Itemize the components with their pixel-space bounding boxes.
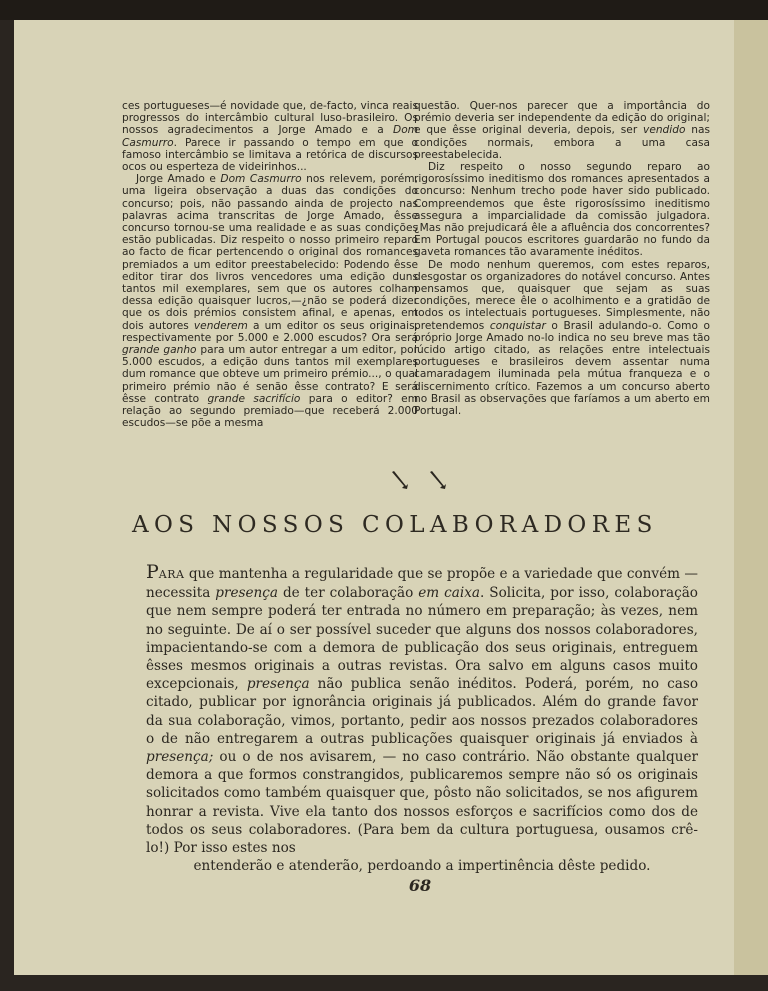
ornament-right [418,468,458,492]
notice-last-line: entenderão e atenderão, perdoando a impertinência dêste pedido. [193,858,651,875]
right-column [414,100,710,417]
left-paragraph-2: Jorge Amado e Dom Casmurro nos relevem, porém, uma ligeira observação a duas das condições do concurso; pois, não passando ainda de projecto nas palavras acima transcritas de Jorge Amado, êsse concurso tornou-se uma realidade e as suas condições estão publicadas. Diz respeito o nosso primeiro reparo ao facto de ficar pertencendo o original dos romances premiados a um editor preestabelecido: Podendo êsse editor tirar dos livros vencedores uma edição duns tantos mil exemplares, sem que os autores colham dessa edição quaisquer lucros,—¿não se poderá dizer que os dois prémios consistem afinal, e apenas, em dois autores venderem a um editor os seus originais, respectivamente por 5.000 e 2.000 escudos? Ora será grande ganho para um autor entregar a um editor, por 5.000 escudos, a edição duns tantos mil exemplares dum romance que obteve um primeiro prémio..., o qual primeiro prémio não é senão êsse contrato? E será êsse contrato grande sacrifício para o editor? em relação ao segundo premiado—que receberá 2.000 escudos—se põe a mesma [122,173,419,430]
ornament-left [380,468,420,492]
left-paragraph-1: ces portugueses—é novidade que, de-facto, vinca reais progressos do intercâmbio cultural luso-brasileiro. Os nossos agradecimentos a Jorge Amado e a Dom Casmurro. Parece ir passando o tempo em que o famoso intercâmbio se limitava a retórica de discursos ocos ou esperteza de videirinhos... [122,100,418,174]
right-paragraph-1: questão. Quer-nos parecer que a importância do prémio deveria ser independente da edição do original; e que êsse original deveria, depois, ser vendido nas condições normais, embora a uma casa preestabelecida. [414,100,711,161]
right-paragraph-3: De modo nenhum queremos, com estes reparos, desgostar os organizadores do notável concurso. Antes pensamos que, quaisquer que sejam as suas condições, merece êle o acolhimento e a gratidão de todos os intelectuais portugueses. Simplesmente, não pretendemos conquistar o Brasil adulando-o. Como o próprio Jorge Amado no-lo indica no seu breve mas tão lúcido artigo citado, as relações entre intelectuais portugueses e brasileiros devem assentar numa camaradagem iluminada pela mútua franqueza e o discernimento crítico. Fazemos a um concurso aberto no Brasil as observações que faríamos a um aberto em Portugal. [414,258,710,418]
scan-top-edge [0,0,768,20]
left-column [122,100,418,429]
right-paragraph-2: Diz respeito o nosso segundo reparo ao rigorosíssimo ineditismo dos romances apresentados a concurso: Nenhum trecho pode haver sido publicado. Compreendemos que êste rigorosíssimo ineditismo assegura a imparcialidade da comissão julgadora. ¿Mas não prejudicará êle a afluência dos concorrentes? Em Portugal poucos escritores guardarão no fundo da gaveta romances tão avaramente inéditos. [414,161,710,259]
section-heading: AOS NOSSOS COLABORADORES [132,512,658,538]
facing-page-edge [734,20,768,975]
page-number: 68 [408,876,432,895]
notice-paragraph: PARA que mantenha a regularidade que se propõe e a variedade que convém — necessita presença de ter colaboração em caixa. Solicita, por isso, colaboração que nem sempre poderá ter entrada no número em preparação; às vezes, nem no seguinte. De aí o ser possível suceder que alguns dos nossos colaboradores, impacientando-se com a demora de publicação dos seus originais, entreguem êsses mesmos originais a outras revistas. Ora salvo em alguns casos muito excepcionais, presença não publica senão inéditos. Poderá, porém, no caso citado, publicar por ignorância originais já publicados. Além do grande favor da sua colaboração, vimos, portanto, pedir aos nossos prezados colaboradores o de não entregarem a outras publicações quaisquer originais já enviados à presença; ou o de nos avisarem, — no caso contrário. Não obstante qualquer demora a que formos constrangidos, publicaremos sempre não só os originais solicitados como também quaisquer que, pôsto não solicitados, se nos afigurem honrar a revista. Vive ela tanto dos nossos esforços e sacrifícios como dos de todos os seus colaboradores. (Para bem da cultura portuguesa, ousamos crê-lo!) Por isso estes nos entenderão e atenderão, perdoando a impertinência dêste pedido. [146,561,698,875]
drop-cap: P [146,561,159,583]
